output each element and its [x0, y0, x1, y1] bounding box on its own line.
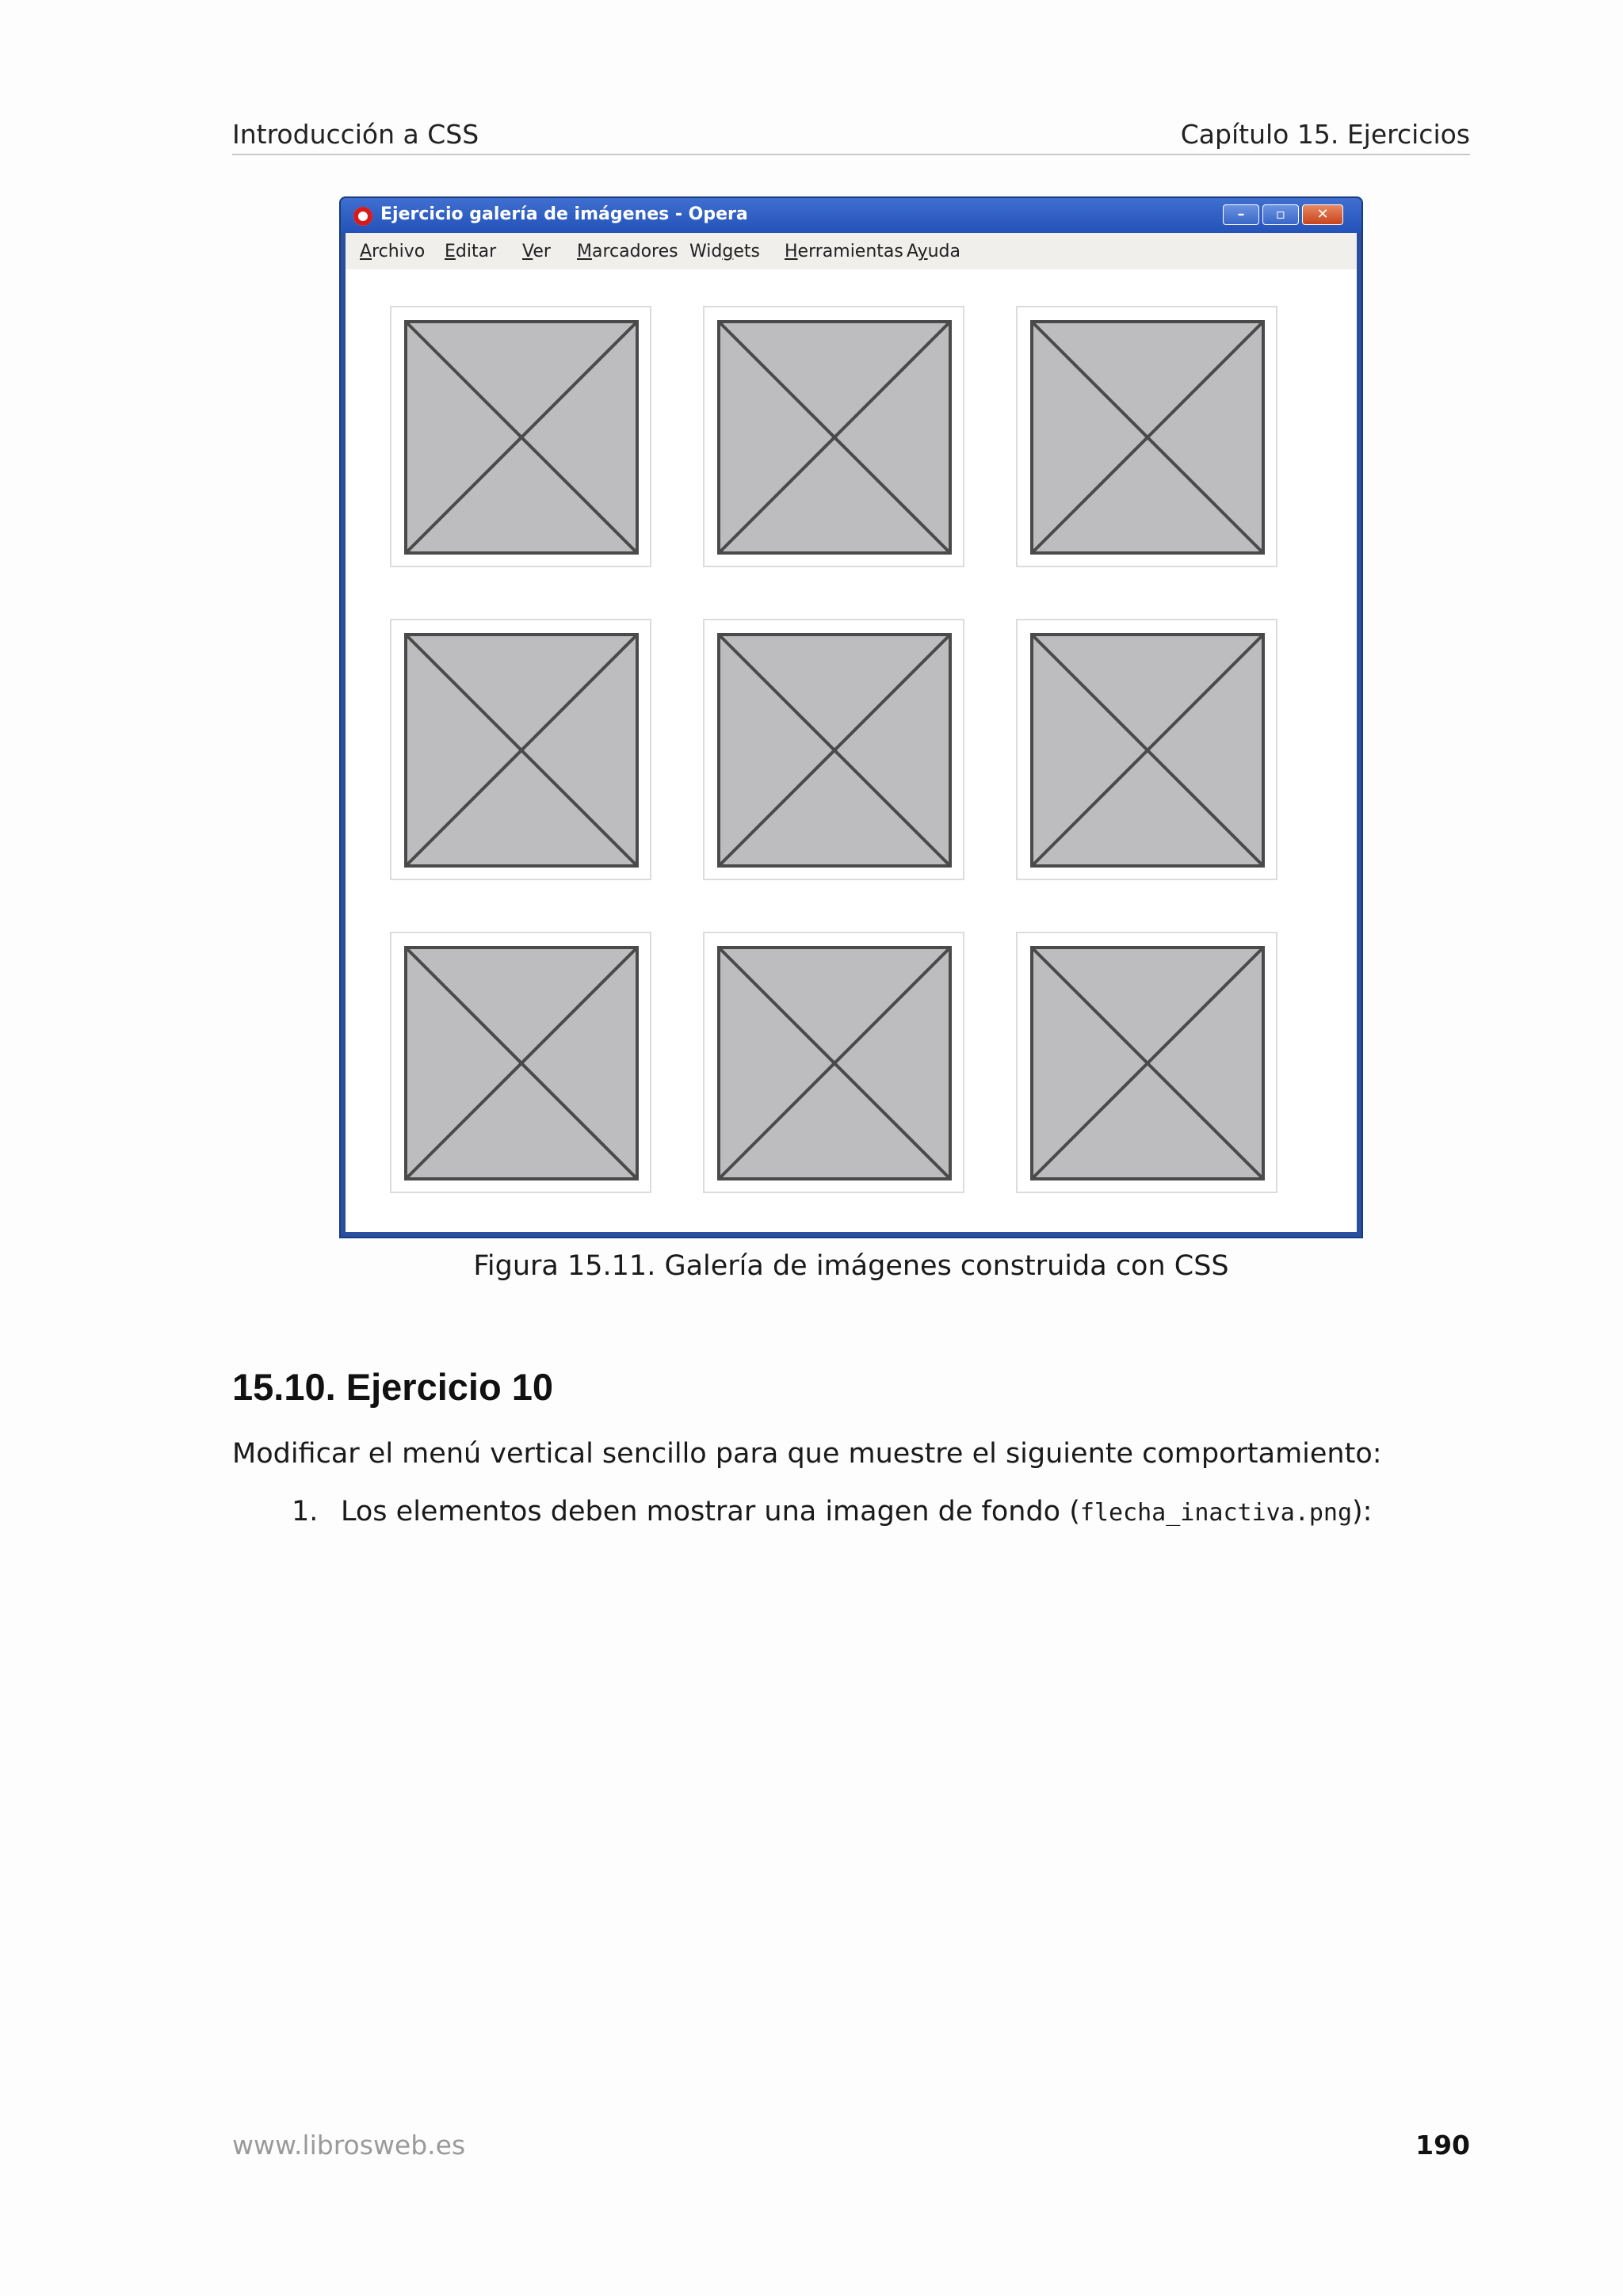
- gallery-thumbnail[interactable]: [390, 619, 651, 880]
- close-button[interactable]: ✕: [1302, 204, 1343, 225]
- menu-editar-accel: E: [445, 242, 456, 261]
- list-item-code: flecha_inactiva.png: [1079, 1499, 1353, 1527]
- image-placeholder-icon: [717, 320, 952, 555]
- maximize-button[interactable]: ▫: [1262, 204, 1299, 225]
- menu-ayuda-accel: y: [917, 242, 928, 261]
- list-item-number: 1.: [292, 1496, 319, 1527]
- list-item: [292, 1496, 1372, 1527]
- window-titlebar: [341, 198, 1361, 233]
- image-placeholder-icon: [404, 320, 639, 555]
- menu-widgets-accel: g: [722, 242, 734, 261]
- gallery-thumbnail[interactable]: [390, 306, 651, 567]
- section-title: 15.10. Ejercicio 10: [232, 1366, 554, 1408]
- menu-marcadores-rest: arcadores: [591, 242, 678, 261]
- gallery-thumbnail[interactable]: [703, 306, 964, 567]
- gallery-thumbnail[interactable]: [703, 619, 964, 880]
- image-placeholder-icon: [404, 946, 639, 1180]
- menu-herramientas[interactable]: [785, 242, 903, 261]
- menu-archivo[interactable]: [360, 242, 425, 261]
- running-header: [232, 119, 1470, 155]
- gallery-thumbnail[interactable]: [1016, 932, 1277, 1193]
- menu-ver-accel: V: [522, 242, 533, 261]
- browser-window-screenshot: [339, 196, 1363, 1238]
- menu-ayuda[interactable]: [907, 242, 960, 261]
- menu-ver-rest: er: [533, 242, 551, 261]
- image-placeholder-icon: [1030, 633, 1265, 868]
- gallery-thumbnail[interactable]: [703, 932, 964, 1193]
- menu-herramientas-rest: erramientas: [797, 242, 903, 261]
- header-chapter-title: Capítulo 15. Ejercicios: [1180, 119, 1470, 150]
- menu-archivo-rest: rchivo: [372, 242, 426, 261]
- menu-bar: [346, 233, 1357, 269]
- list-item-text-before: Los elementos deben mostrar una imagen de fondo (: [341, 1496, 1080, 1527]
- list-item-text-after: ):: [1352, 1496, 1373, 1527]
- page-number: 190: [1415, 2130, 1470, 2161]
- menu-ayuda-rest: uda: [927, 242, 960, 261]
- menu-widgets-pre: Wid: [689, 242, 723, 261]
- section-intro: Modificar el menú vertical sencillo para que muestre el siguiente comportamiento:: [232, 1438, 1382, 1470]
- menu-marcadores[interactable]: [577, 242, 678, 261]
- image-placeholder-icon: [1030, 320, 1265, 555]
- menu-widgets[interactable]: [689, 242, 760, 261]
- footer-url[interactable]: www.librosweb.es: [232, 2130, 466, 2161]
- menu-widgets-rest: ets: [733, 242, 760, 261]
- figure-caption: Figura 15.11. Galería de imágenes construida con CSS: [473, 1250, 1229, 1282]
- menu-marcadores-accel: M: [577, 242, 592, 261]
- menu-editar[interactable]: [445, 242, 496, 261]
- gallery-thumbnail[interactable]: [1016, 306, 1277, 567]
- browser-viewport: [346, 269, 1357, 1232]
- menu-ayuda-pre: A: [907, 242, 918, 261]
- image-placeholder-icon: [717, 946, 952, 1180]
- minimize-button[interactable]: –: [1223, 204, 1259, 225]
- gallery-thumbnail[interactable]: [390, 932, 651, 1193]
- menu-ver[interactable]: [522, 242, 551, 261]
- gallery-thumbnail[interactable]: [1016, 619, 1277, 880]
- menu-editar-rest: ditar: [455, 242, 497, 261]
- window-title: Ejercicio galería de imágenes - Opera: [380, 204, 748, 224]
- header-book-title: Introducción a CSS: [232, 119, 479, 150]
- menu-archivo-accel: A: [360, 242, 372, 261]
- image-placeholder-icon: [717, 633, 952, 868]
- opera-icon: [353, 207, 372, 226]
- menu-herramientas-accel: H: [785, 242, 798, 261]
- image-placeholder-icon: [1030, 946, 1265, 1180]
- image-placeholder-icon: [404, 633, 639, 868]
